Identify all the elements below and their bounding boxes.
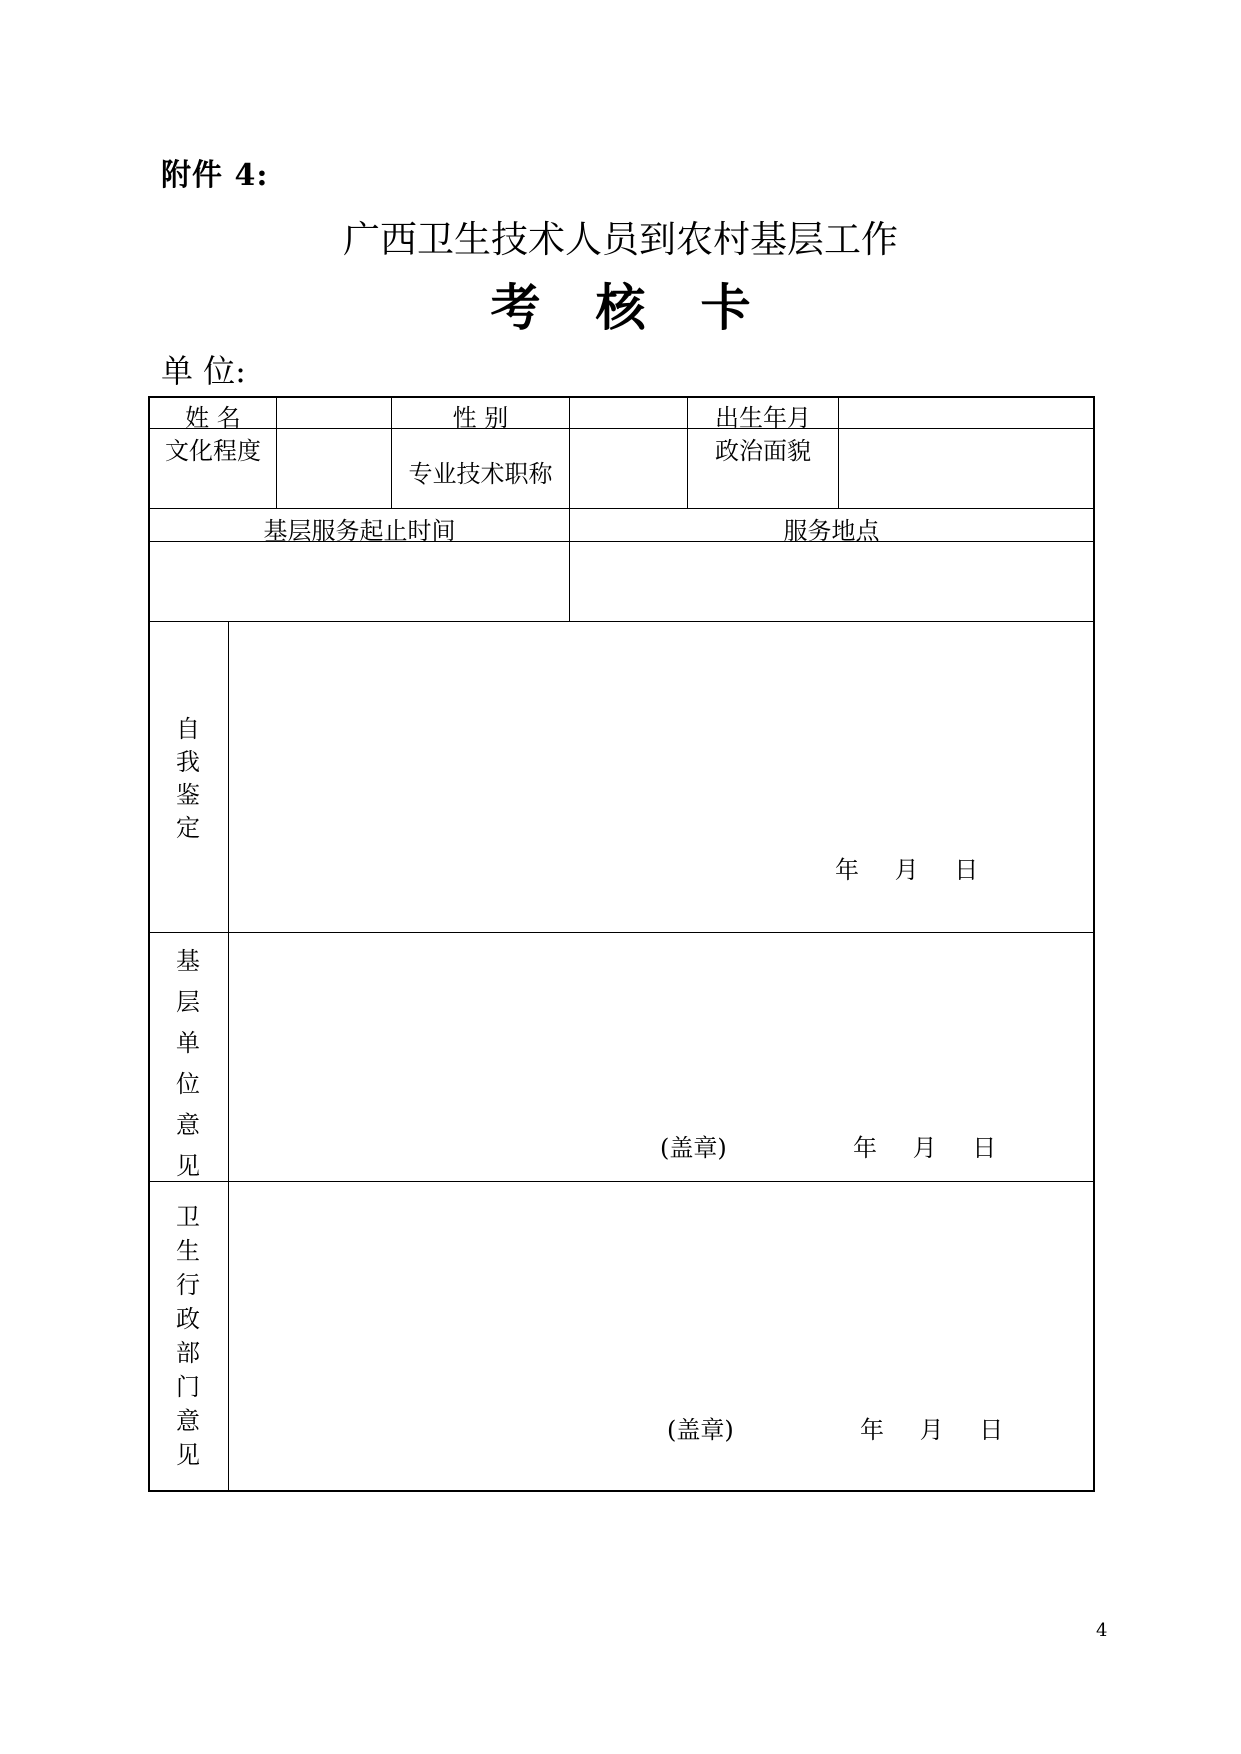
education-field[interactable] bbox=[277, 429, 391, 508]
self-evaluation-date: 年 月 日 bbox=[835, 856, 979, 884]
gender-label: 性 别 bbox=[452, 404, 509, 432]
self-evaluation-field[interactable] bbox=[229, 622, 1093, 932]
unit-opinion-label: 基 层 单 位 意 见 bbox=[176, 947, 200, 1180]
page-number: 4 bbox=[1096, 1620, 1108, 1641]
health-department-opinion-label: 卫 生 行 政 部 门 意 见 bbox=[176, 1203, 200, 1469]
name-field[interactable] bbox=[277, 398, 391, 428]
document-title: 广西卫生技术人员到农村基层工作 bbox=[343, 218, 898, 261]
service-place-label: 服务地点 bbox=[783, 517, 880, 545]
self-evaluation-label: 自 我 鉴 定 bbox=[176, 715, 200, 842]
service-period-field[interactable] bbox=[150, 542, 569, 621]
political-status-field[interactable] bbox=[839, 429, 1093, 508]
professional-title-field[interactable] bbox=[570, 429, 687, 508]
birth-date-label: 出生年月 bbox=[715, 404, 811, 432]
unit-opinion-seal: (盖章) bbox=[660, 1134, 727, 1162]
professional-title-label: 专业技术职称 bbox=[408, 460, 553, 488]
attachment-label: 附件 4: bbox=[161, 158, 269, 193]
birth-date-field[interactable] bbox=[839, 398, 1093, 428]
document-subtitle: 考核卡 bbox=[490, 278, 806, 337]
gender-field[interactable] bbox=[570, 398, 687, 428]
health-department-date: 年 月 日 bbox=[860, 1416, 1004, 1444]
name-label: 姓 名 bbox=[185, 404, 241, 432]
political-status-label: 政治面貌 bbox=[715, 437, 811, 465]
service-period-label: 基层服务起止时间 bbox=[263, 517, 456, 545]
unit-opinion-date: 年 月 日 bbox=[853, 1134, 997, 1162]
education-label: 文化程度 bbox=[165, 437, 261, 465]
health-department-seal: (盖章) bbox=[667, 1416, 734, 1444]
unit-label: 单 位: bbox=[161, 352, 246, 390]
service-place-field[interactable] bbox=[570, 542, 1093, 621]
